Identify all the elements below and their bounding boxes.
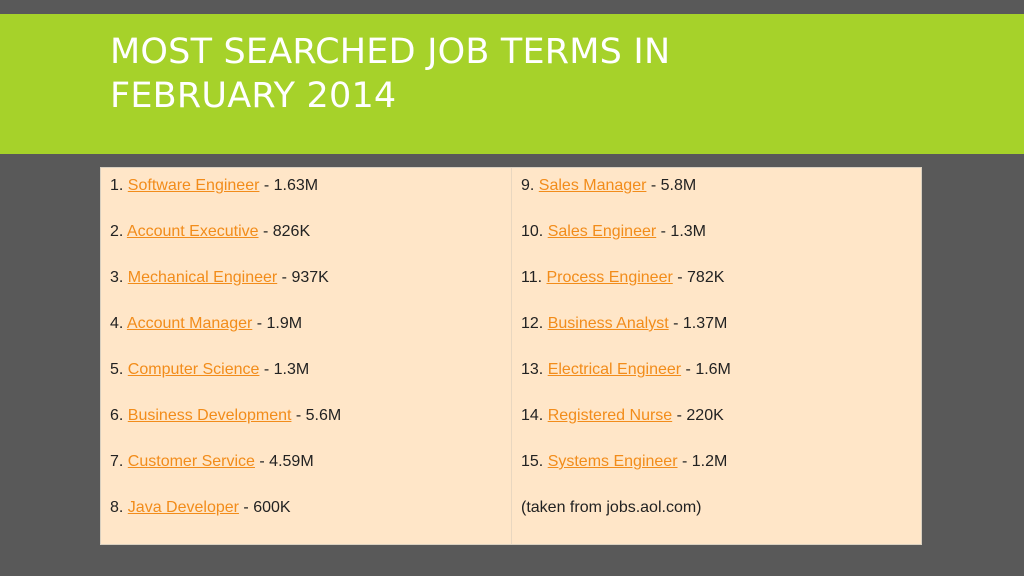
search-count: - 5.6M bbox=[291, 407, 342, 424]
search-count: - 1.63M bbox=[259, 177, 319, 194]
item-number: 8. bbox=[110, 499, 128, 516]
right-column bbox=[512, 168, 921, 544]
title-line-1: MOST SEARCHED JOB TERMS IN bbox=[110, 32, 671, 72]
list-item bbox=[521, 314, 913, 360]
list-item bbox=[110, 360, 503, 406]
job-term-link[interactable]: Electrical Engineer bbox=[547, 361, 682, 378]
job-term-link[interactable]: Systems Engineer bbox=[547, 453, 678, 470]
item-number: 14. bbox=[521, 407, 548, 424]
item-number: 7. bbox=[110, 453, 128, 470]
search-count: - 600K bbox=[238, 499, 291, 516]
search-count: - 1.37M bbox=[668, 315, 728, 332]
job-term-link[interactable]: Registered Nurse bbox=[547, 407, 673, 424]
search-count: - 4.59M bbox=[254, 453, 314, 470]
list-item bbox=[521, 222, 913, 268]
item-number: 1. bbox=[110, 177, 128, 194]
item-number: 3. bbox=[110, 269, 128, 286]
item-number: 11. bbox=[521, 269, 547, 286]
list-item bbox=[110, 452, 503, 498]
item-number: 5. bbox=[110, 361, 128, 378]
list-item bbox=[521, 176, 913, 222]
list-item bbox=[110, 176, 503, 222]
job-term-link[interactable]: Sales Manager bbox=[538, 177, 647, 194]
list-item bbox=[110, 222, 503, 268]
item-number: 13. bbox=[521, 361, 548, 378]
item-number: 6. bbox=[110, 407, 128, 424]
search-count: - 1.3M bbox=[259, 361, 310, 378]
title-line-2: FEBRUARY 2014 bbox=[110, 76, 397, 116]
search-count: - 782K bbox=[672, 269, 725, 286]
list-item bbox=[521, 360, 913, 406]
job-term-link[interactable]: Software Engineer bbox=[127, 177, 260, 194]
job-term-link[interactable]: Mechanical Engineer bbox=[127, 269, 278, 286]
list-item bbox=[110, 268, 503, 314]
list-item bbox=[110, 406, 503, 452]
item-number: 12. bbox=[521, 315, 548, 332]
job-term-link[interactable]: Computer Science bbox=[127, 361, 260, 378]
job-term-link[interactable]: Customer Service bbox=[127, 453, 255, 470]
list-item bbox=[521, 406, 913, 452]
job-term-link[interactable]: Account Executive bbox=[126, 223, 259, 240]
item-number: 9. bbox=[521, 177, 539, 194]
job-term-link[interactable]: Business Development bbox=[127, 407, 292, 424]
job-terms-table bbox=[100, 167, 922, 545]
item-number: 2. bbox=[110, 223, 127, 240]
search-count: - 937K bbox=[277, 269, 329, 286]
item-number: 10. bbox=[521, 223, 548, 240]
job-term-link[interactable]: Sales Engineer bbox=[547, 223, 657, 240]
search-count: - 220K bbox=[672, 407, 724, 424]
source-note: (taken from jobs.aol.com) bbox=[521, 499, 702, 516]
list-item bbox=[110, 314, 503, 360]
left-column bbox=[101, 168, 512, 544]
search-count: - 1.6M bbox=[681, 361, 731, 378]
search-count: - 826K bbox=[258, 223, 311, 240]
search-count: - 1.2M bbox=[677, 453, 728, 470]
job-term-link[interactable]: Process Engineer bbox=[546, 269, 673, 286]
search-count: - 5.8M bbox=[646, 177, 697, 194]
item-number: 15. bbox=[521, 453, 548, 470]
slide-title bbox=[110, 30, 910, 118]
job-term-link[interactable]: Account Manager bbox=[126, 315, 253, 332]
list-item bbox=[110, 498, 503, 544]
search-count: - 1.3M bbox=[656, 223, 706, 240]
search-count: - 1.9M bbox=[252, 315, 303, 332]
job-term-link[interactable]: Business Analyst bbox=[547, 315, 669, 332]
list-item bbox=[521, 452, 913, 498]
list-item bbox=[521, 268, 913, 314]
item-number: 4. bbox=[110, 315, 127, 332]
job-term-link[interactable]: Java Developer bbox=[127, 499, 239, 516]
